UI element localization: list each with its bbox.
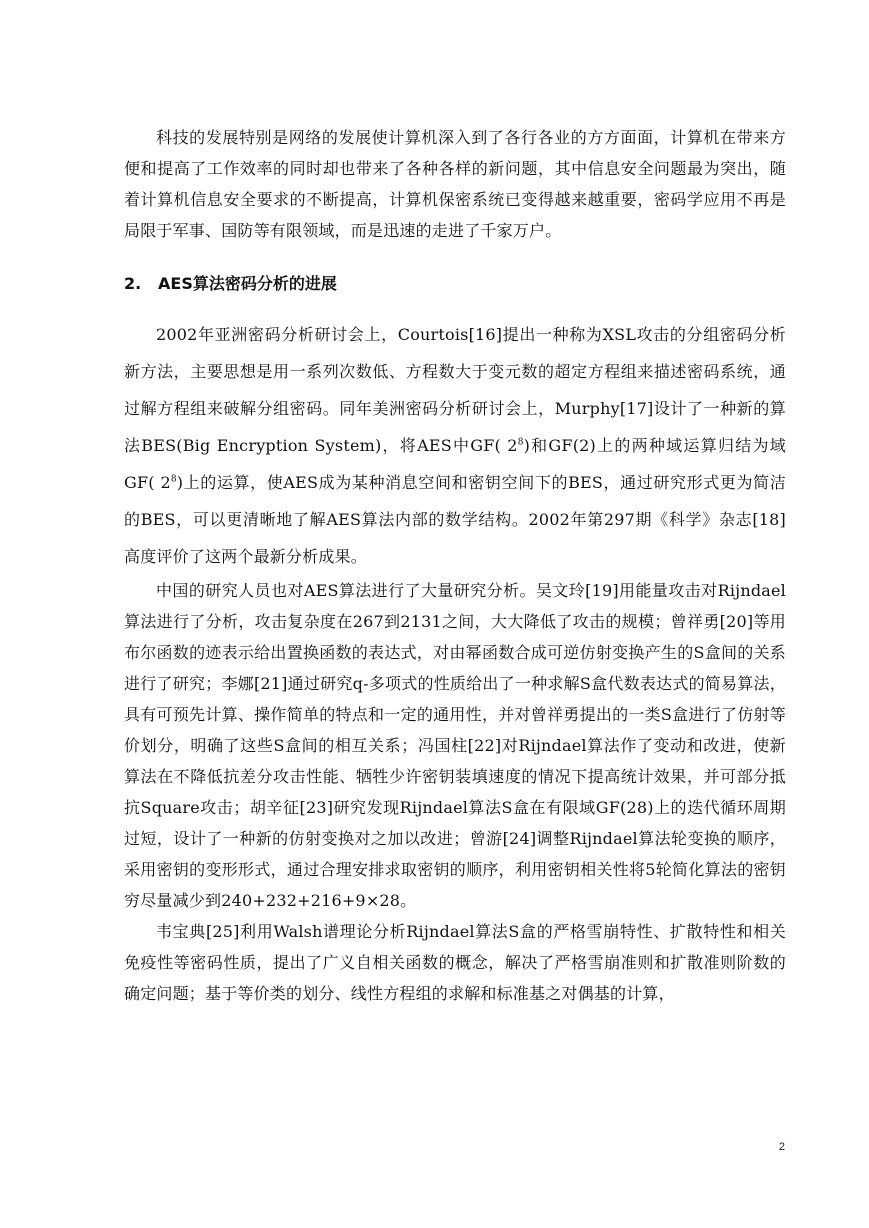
intro-paragraph: 科技的发展特别是网络的发展使计算机深入到了各行各业的方方面面，计算机在带来方便和提高了工作效率的同时却也带来了各种各样的新问题，其中信息安全问题最为突出，随着计算机信息安全要求的不断提高，计算机保密系统已变得越来越重要，密码学应用不再是局限于军事、国防等有限领域，而是迅速的走进了千家万户。 xyxy=(124,128,786,240)
page-number: 2 xyxy=(778,1141,785,1153)
paragraph-xsl-bes xyxy=(124,316,786,575)
exponent-8-first: 8 xyxy=(517,437,524,448)
paragraph-china-research: 中国的研究人员也对AES算法进行了大量研究分析。吴文玲[19]用能量攻击对Rijndael算法进行了分析，攻击复杂度在267到2131之间，大大降低了攻击的规模；曾祥勇[20]等用布尔函数的迹表示给出置换函数的表达式，对由幂函数合成可逆仿射变换产生的S盒间的关系进行了研究；李娜[21]通过研究q-多项式的性质给出了一种求解S盒代数表达式的简易算法，具有可预先计算、操作简单的特点和一定的通用性，并对曾祥勇提出的一类S盒进行了仿射等价划分，明确了这些S盒间的相互关系；冯国柱[22]对Rijndael算法作了变动和改进，使新算法在不降低抗差分攻击性能、牺牲少许密钥装填速度的情况下提高统计效果，并可部分抵抗Square攻击；胡辛征[23]研究发现Rijndael算法S盒在有限域GF(28)上的迭代循环周期过短，设计了一种新的仿射变换对之加以改进；曾游[24]调整Rijndael算法轮变换的顺序，采用密钥的变形形式，通过合理安排求取密钥的顺序，利用密钥相关性将5轮简化算法的密钥穷尽量减少到240+232+216+9×28。 xyxy=(124,581,786,910)
paragraph-xsl-text-3: )上的运算，使AES成为某种消息空间和密钥空间下的BES，通过研究形式更为简洁的BES，可以更清晰地了解AES算法内部的数学结构。2002年第297期《科学》杂志[18]高度评价了这两个最新分析成果。 xyxy=(124,473,787,566)
paragraph-walsh-analysis: 韦宝典[25]利用Walsh谱理论分析Rijndael算法S盒的严格雪崩特性、扩散特性和相关免疫性等密码性质，提出了广义自相关函数的概念，解决了严格雪崩准则和扩散准则阶数的确定问题；基于等价类的划分、线性方程组的求解和标准基之对偶基的计算， xyxy=(124,922,786,1003)
paragraph-xsl-text-2: )和GF(2)上的两种域运算归结为域GF( 2 xyxy=(124,436,787,492)
section-number: 2. xyxy=(124,274,142,293)
section-title: AES算法密码分析的进展 xyxy=(158,274,337,293)
section-heading xyxy=(124,270,786,298)
exponent-8-second: 8 xyxy=(170,474,177,485)
paragraph-xsl-text-1: 2002年亚洲密码分析研讨会上，Courtois[16]提出一种称为XSL攻击的分组密码分析新方法，主要思想是用一系列次数低、方程数大于变元数的超定方程组来描述密码系统，通过解方程组来破解分组密码。同年美洲密码分析研讨会上，Murphy[17]设计了一种新的算法BES(Big Encryption System)，将AES中GF( 2 xyxy=(124,325,786,455)
page-content xyxy=(124,122,786,1009)
